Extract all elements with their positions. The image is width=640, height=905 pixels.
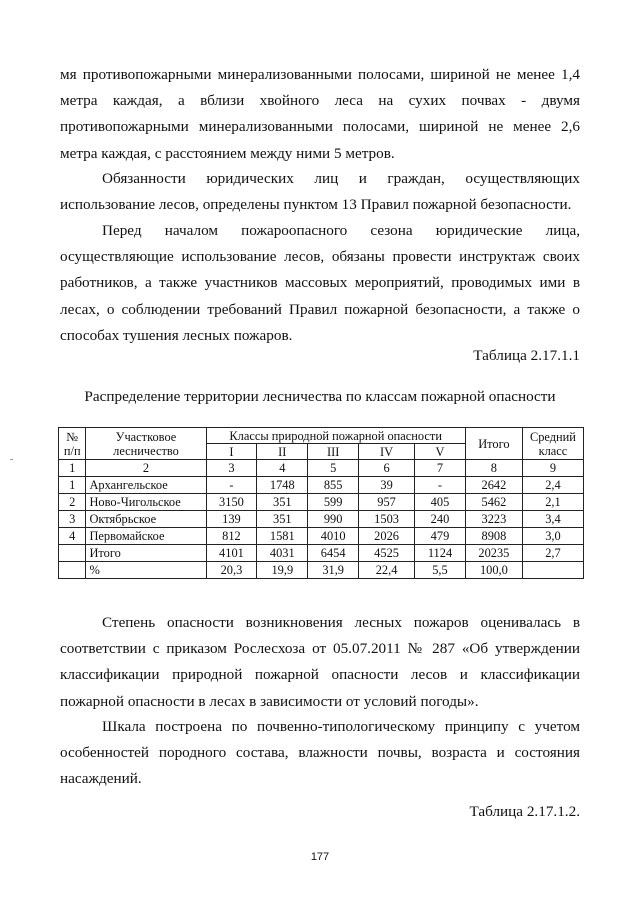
- table-cell: Октябрьское: [86, 511, 206, 528]
- index-cell: 3: [206, 460, 257, 477]
- paragraph-scale: Шкала построена по почвенно-типологическому принципу с учетом особенностей породного состава, влажности почвы, возраста и состояния насаждений.: [60, 718, 580, 788]
- table-cell: 240: [415, 511, 466, 528]
- table-cell: 6454: [308, 545, 359, 562]
- table-cell: 3150: [206, 494, 257, 511]
- table-cell: Первомайское: [86, 528, 206, 545]
- table-cell: 3,4: [522, 511, 583, 528]
- table-cell: 8908: [465, 528, 522, 545]
- index-cell: 1: [59, 460, 86, 477]
- table-cell: 4031: [257, 545, 308, 562]
- table-cell: 1748: [257, 477, 308, 494]
- index-cell: 6: [359, 460, 415, 477]
- table-cell: 2: [59, 494, 86, 511]
- fire-class-table: [58, 427, 584, 579]
- table-cell: 1: [59, 477, 86, 494]
- table-cell: 479: [415, 528, 466, 545]
- table-label-2: Таблица 2.17.1.2.: [469, 803, 580, 820]
- page-number: 177: [310, 851, 330, 863]
- header-class: V: [415, 444, 466, 460]
- margin-mark: [10, 459, 13, 460]
- table-cell: 957: [359, 494, 415, 511]
- table-total-row: [59, 545, 584, 562]
- table-cell: 4010: [308, 528, 359, 545]
- table-cell: 1581: [257, 528, 308, 545]
- table-row: [59, 477, 584, 494]
- table-cell: 3223: [465, 511, 522, 528]
- header-classes: Классы природной пожарной опасности: [206, 428, 465, 444]
- table-cell: 3,0: [522, 528, 583, 545]
- header-class: IV: [359, 444, 415, 460]
- table-cell: Архангельское: [86, 477, 206, 494]
- table-cell: %: [86, 562, 206, 579]
- table-cell: 812: [206, 528, 257, 545]
- table-cell: 5,5: [415, 562, 466, 579]
- table-cell: Итого: [86, 545, 206, 562]
- table-cell: 599: [308, 494, 359, 511]
- table-cell: 2,4: [522, 477, 583, 494]
- table-cell: [59, 562, 86, 579]
- table-caption: Распределение территории лесничества по классам пожарной опасности: [84, 388, 556, 405]
- table-label-1: Таблица 2.17.1.1: [473, 347, 580, 364]
- table-cell: 2026: [359, 528, 415, 545]
- table-cell: 4101: [206, 545, 257, 562]
- header-class: I: [206, 444, 257, 460]
- table-cell: 405: [415, 494, 466, 511]
- header-avg: Средний класс: [522, 428, 583, 460]
- table-cell: 39: [359, 477, 415, 494]
- table-cell: 2,7: [522, 545, 583, 562]
- table-cell: 5462: [465, 494, 522, 511]
- table-percent-row: [59, 562, 584, 579]
- index-cell: 9: [522, 460, 583, 477]
- index-cell: 5: [308, 460, 359, 477]
- table-index-row: [59, 460, 584, 477]
- table-cell: 20,3: [206, 562, 257, 579]
- table-cell: Ново-Чигольское: [86, 494, 206, 511]
- table-cell: 2642: [465, 477, 522, 494]
- table-cell: [522, 562, 583, 579]
- header-class: II: [257, 444, 308, 460]
- paragraph-danger-degree: Степень опасности возникновения лесных пожаров оценивалась в соответствии с приказом Рослесхоза от 05.07.2011 № 287 «Об утверждении классификации природной пожарной опасности лесов и классификации пожарной опасности в лесах в зависимости от условий погоды».: [60, 614, 580, 710]
- index-cell: 2: [86, 460, 206, 477]
- table-row: [59, 528, 584, 545]
- table-cell: 2,1: [522, 494, 583, 511]
- table-cell: -: [206, 477, 257, 494]
- table-cell: 351: [257, 511, 308, 528]
- header-num: № п/п: [59, 428, 86, 460]
- table-row: [59, 494, 584, 511]
- index-cell: 4: [257, 460, 308, 477]
- table-cell: 4525: [359, 545, 415, 562]
- paragraph-firebreaks: мя противопожарными минерализованными полосами, шириной не менее 1,4 метра каждая, а вблизи хвойного леса на сухих почвах - двумя противопожарными минерализованными полосами, шириной не менее 2,6 метра каждая, с расстоянием между ними 5 метров.: [60, 66, 580, 162]
- table-cell: 351: [257, 494, 308, 511]
- table-cell: 855: [308, 477, 359, 494]
- table-cell: 100,0: [465, 562, 522, 579]
- table-header-row: [59, 428, 584, 444]
- header-name: Участковое лесничество: [86, 428, 206, 460]
- table-cell: 31,9: [308, 562, 359, 579]
- paragraph-obligations: Обязанности юридических лиц и граждан, осуществляющих использование лесов, определены пунктом 13 Правил пожарной безопасности.: [60, 170, 580, 214]
- table-cell: 990: [308, 511, 359, 528]
- table-cell: 19,9: [257, 562, 308, 579]
- table-cell: 1124: [415, 545, 466, 562]
- table-cell: 22,4: [359, 562, 415, 579]
- table-cell: 139: [206, 511, 257, 528]
- table-cell: 20235: [465, 545, 522, 562]
- table-cell: 3: [59, 511, 86, 528]
- table-cell: 4: [59, 528, 86, 545]
- header-total: Итого: [465, 428, 522, 460]
- table-cell: [59, 545, 86, 562]
- table-row: [59, 511, 584, 528]
- index-cell: 8: [465, 460, 522, 477]
- table-cell: -: [415, 477, 466, 494]
- table-cell: 1503: [359, 511, 415, 528]
- paragraph-instruction: Перед началом пожароопасного сезона юридические лица, осуществляющие использование лесов, обязаны провести инструктаж своих работников, а также участников массовых мероприятий, проводимых ими в лесах, о соблюдении требований Правил пожарной безопасности, а также о способах тушения лесных пожаров.: [60, 222, 580, 344]
- header-class: III: [308, 444, 359, 460]
- index-cell: 7: [415, 460, 466, 477]
